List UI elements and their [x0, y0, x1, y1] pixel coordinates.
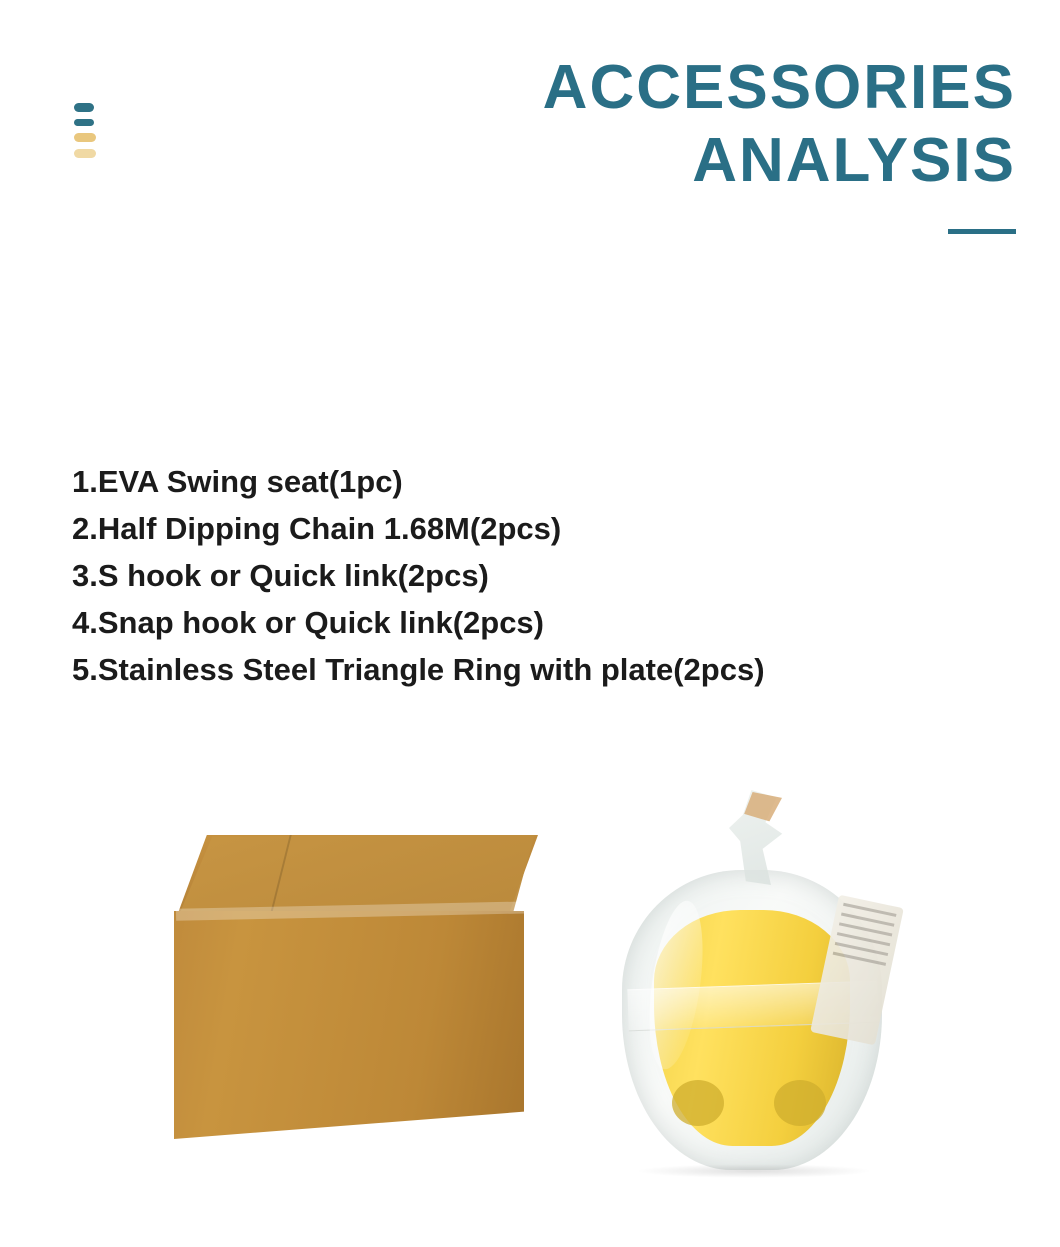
decorative-dash-3 [74, 133, 96, 142]
decorative-dash-2 [74, 119, 94, 126]
list-item: 2.Half Dipping Chain 1.68M(2pcs) [72, 511, 562, 546]
product-photo-row [0, 760, 1060, 1230]
carton-front-face [174, 911, 524, 1139]
list-item: 5.Stainless Steel Triangle Ring with plate(2pcs) [72, 652, 765, 687]
seat-chain-hole-right [774, 1080, 826, 1126]
seat-chain-hole-left [672, 1080, 724, 1126]
decorative-dash-1 [74, 103, 94, 112]
ground-shadow [636, 1164, 872, 1178]
title-underline-rule [948, 229, 1016, 234]
decorative-dash-4 [74, 149, 96, 158]
bagged-swing-seat-image [612, 780, 902, 1180]
list-item: 3.S hook or Quick link(2pcs) [72, 558, 489, 593]
page-title [316, 52, 1016, 234]
page-title-line-2: ANALYSIS [692, 125, 1016, 195]
page-header [0, 0, 1060, 300]
carton-box-image [160, 835, 545, 1165]
accessories-list [72, 458, 1012, 693]
list-item: 4.Snap hook or Quick link(2pcs) [72, 605, 544, 640]
list-item: 1.EVA Swing seat(1pc) [72, 464, 403, 499]
decorative-dashes [74, 103, 96, 158]
page-title-line-1: ACCESSORIES [542, 53, 1016, 122]
